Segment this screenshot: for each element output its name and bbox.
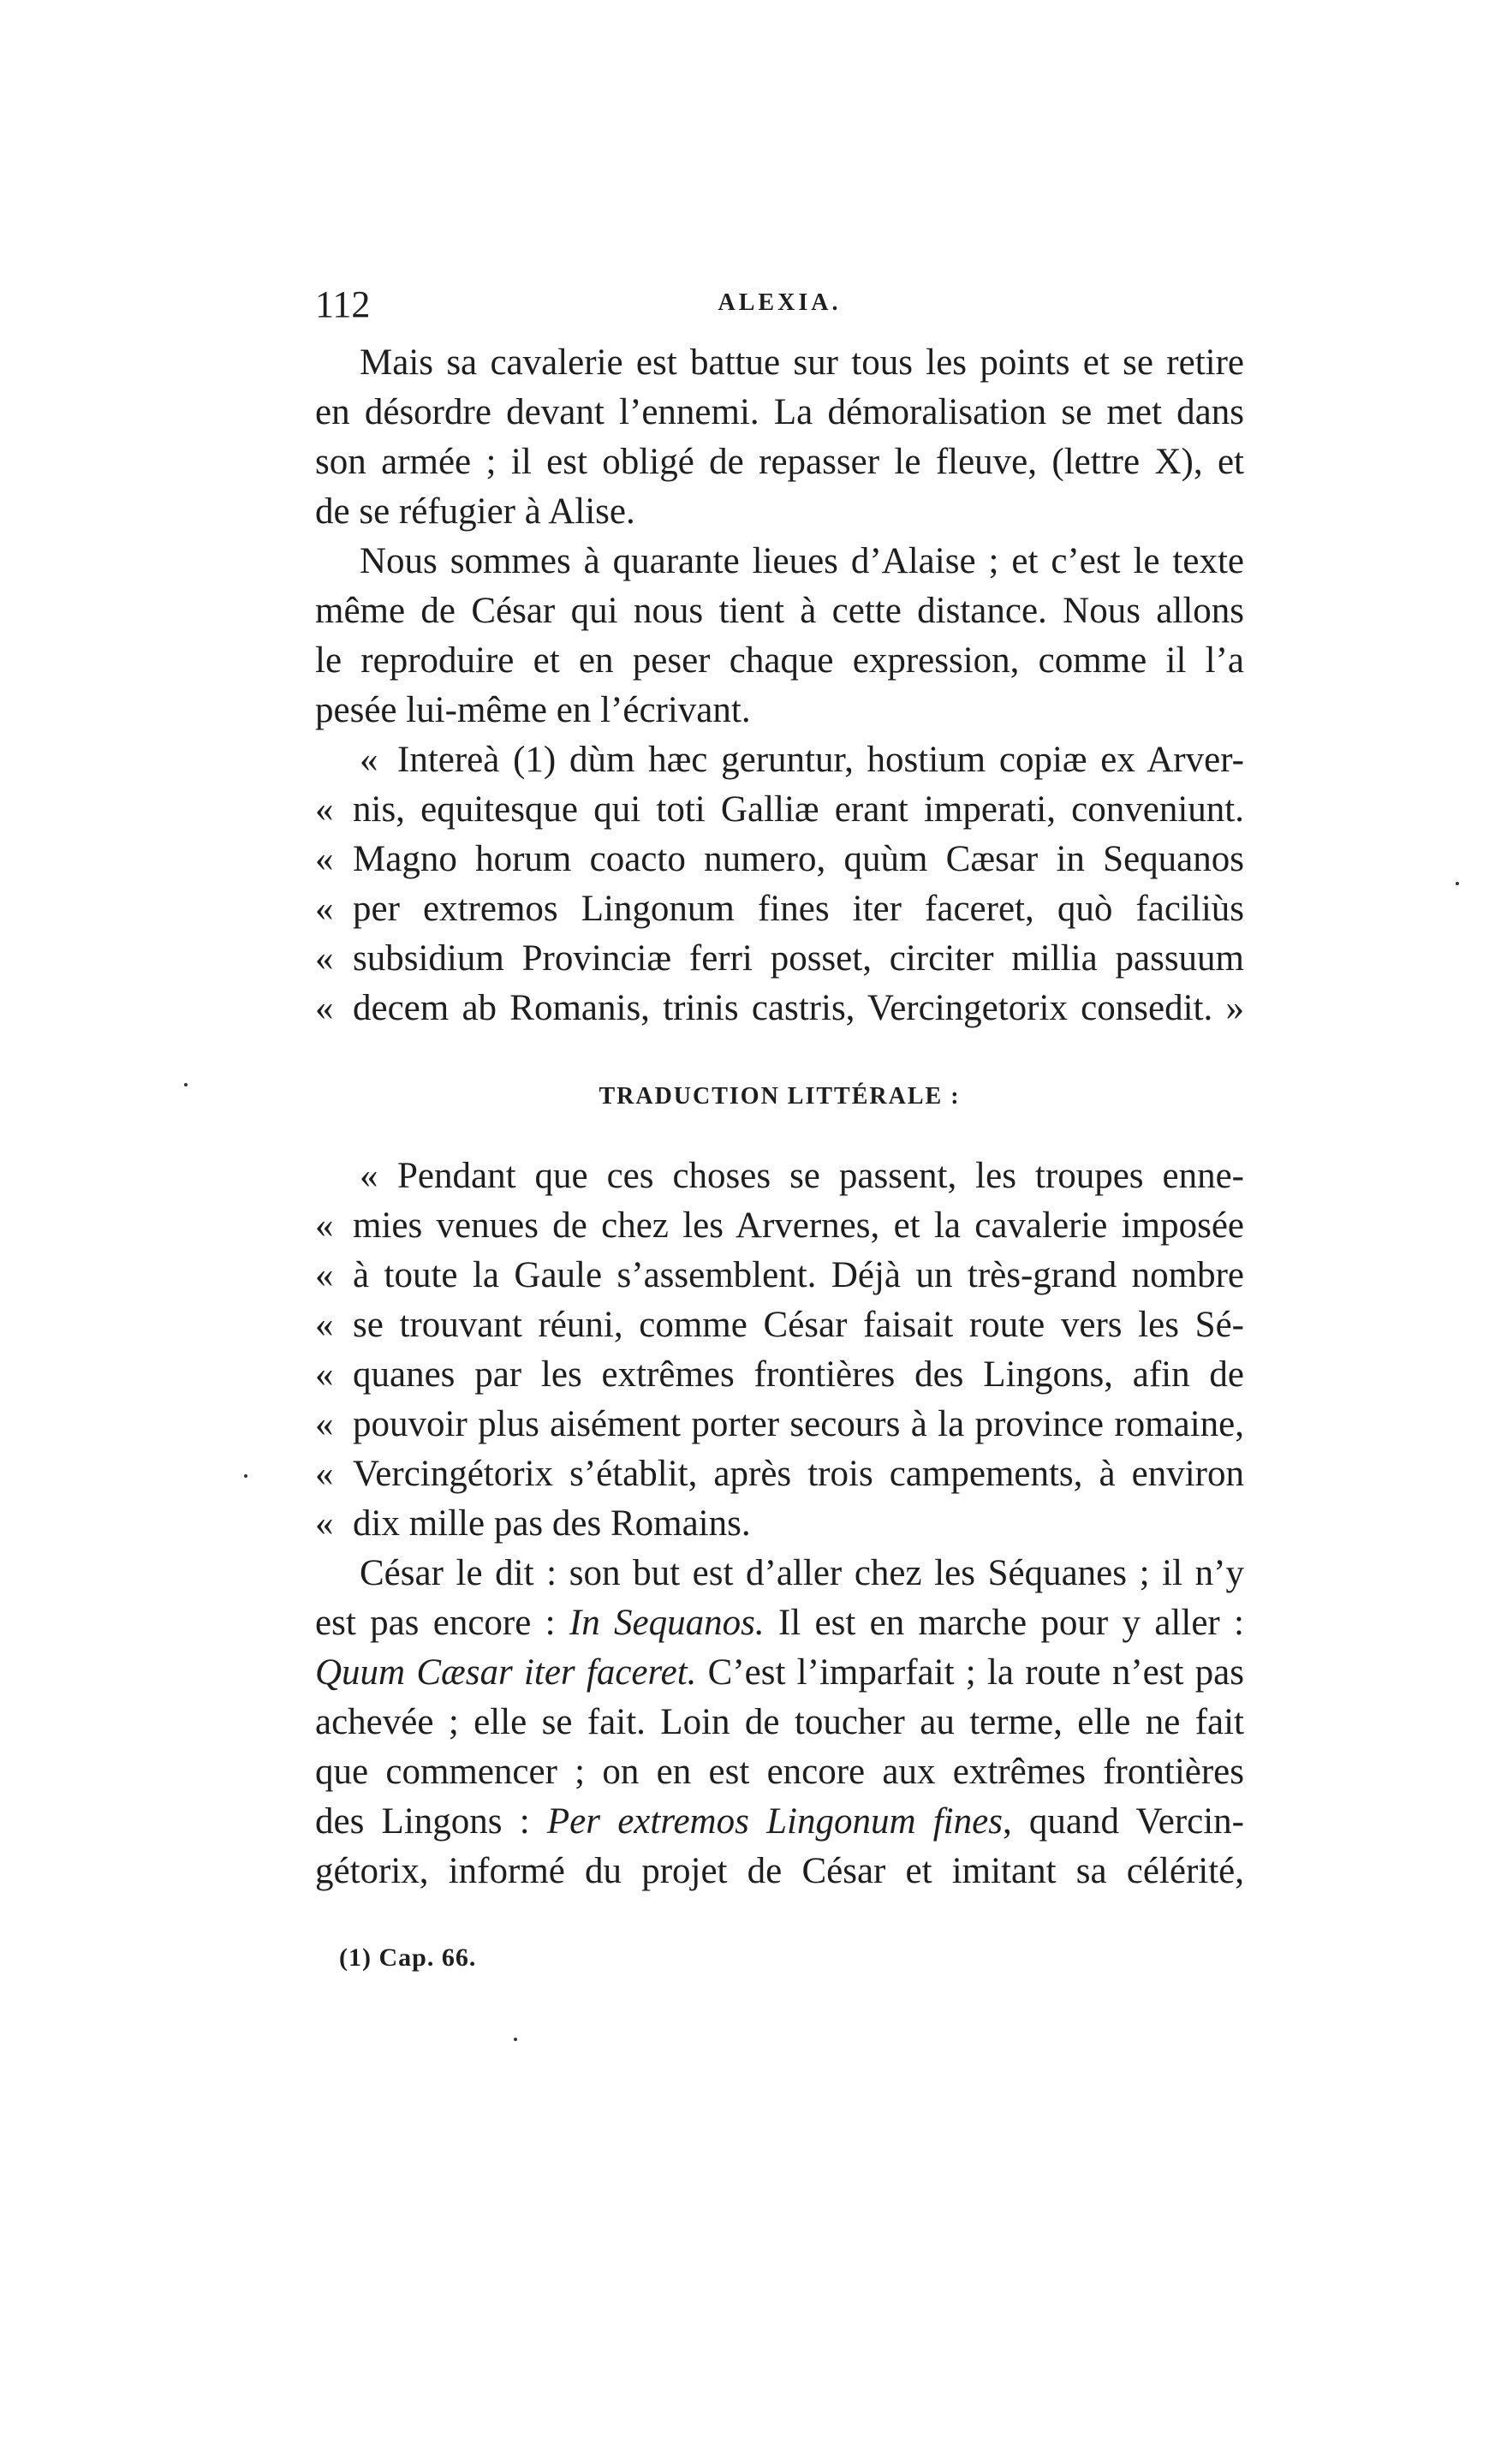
italic-latin: In Sequanos. (569, 1603, 765, 1643)
translation-line-6 (315, 1400, 1244, 1449)
translation-text: Pendant que ces choses se passent, les troupes enne- (397, 1156, 1244, 1196)
para1-line-1: Mais sa cavalerie est battue sur tous les points et se retire (360, 342, 1244, 383)
para3-line-5: que commencer ; on en est encore aux extrêmes frontières (315, 1752, 1244, 1792)
italic-latin: Per extremos Lingonum fines (546, 1801, 1003, 1842)
quote-mark: « (360, 1156, 378, 1196)
para1-line-2: en désordre devant l’ennemi. La démoralisation se met dans (315, 392, 1244, 432)
translation-line-2 (315, 1201, 1244, 1251)
quote-mark: « (315, 1255, 334, 1295)
translation-line-8 (315, 1499, 1244, 1549)
latin-line-2 (315, 785, 1244, 835)
latin-text: decem ab Romanis, trinis castris, Vercingetorix consedit. » (353, 988, 1244, 1028)
scan-speck (1456, 882, 1459, 885)
translation-text: Vercingétorix s’établit, après trois campements, à environ (353, 1454, 1244, 1494)
footnote: (1) Cap. 66. (339, 1943, 477, 1972)
text-run: est pas encore : (315, 1603, 569, 1643)
para3-line-1: César le dit : son but est d’aller chez les Séquanes ; il n’y (360, 1553, 1244, 1593)
quote-mark: « (315, 889, 334, 929)
scan-speck (514, 2038, 517, 2041)
quote-mark: « (315, 1454, 334, 1494)
quote-mark: « (315, 839, 334, 879)
para2-line-1: Nous sommes à quarante lieues d’Alaise ; et c’est le texte (360, 541, 1244, 581)
para2-line-4: pesée lui-même en l’écrivant. (315, 690, 751, 730)
quote-mark: « (315, 988, 334, 1028)
text-run: C’est l’imparfait ; la route n’est pas (696, 1652, 1244, 1693)
running-header (315, 283, 1244, 334)
para2-line-3: le reproduire et en peser chaque expression, comme il l’a (315, 640, 1244, 681)
latin-text: subsidium Provinciæ ferri posset, circiter millia passuum (353, 938, 1244, 979)
quote-mark: « (315, 1354, 334, 1395)
latin-line-3 (315, 835, 1244, 884)
para3-line-6 (315, 1797, 1244, 1847)
latin-line-5 (315, 934, 1244, 984)
translation-line-1 (315, 1152, 1244, 1201)
translation-text: à toute la Gaule s’assemblent. Déjà un très-grand nombre (353, 1255, 1244, 1295)
scan-speck (184, 1083, 188, 1086)
quote-mark: « (315, 1404, 334, 1444)
text-run: , quand Vercin- (1002, 1801, 1244, 1842)
quote-mark: « (315, 789, 334, 830)
translation-text: quanes par les extrêmes frontières des Lingons, afin de (353, 1354, 1244, 1395)
page-number: 112 (315, 283, 371, 325)
quote-mark: « (315, 1305, 334, 1345)
quote-mark: « (315, 938, 334, 979)
para3-line-3 (315, 1648, 1244, 1698)
latin-text: Magno horum coacto numero, quùm Cæsar in Sequanos (353, 839, 1244, 879)
para1-line-4: de se réfugier à Alise. (315, 491, 635, 532)
quote-mark: « (315, 1205, 334, 1246)
translation-line-5 (315, 1350, 1244, 1400)
latin-text: per extremos Lingonum fines iter faceret, quò faciliùs (353, 889, 1244, 929)
text-run: Il est en marche pour y aller : (764, 1603, 1245, 1643)
para1-line-3: son armée ; il est obligé de repasser le fleuve, (lettre X), et (315, 442, 1244, 482)
para3-line-2 (315, 1598, 1244, 1648)
para3-line-4: achevée ; elle se fait. Loin de toucher au terme, elle ne fait (315, 1702, 1244, 1742)
translation-text: dix mille pas des Romains. (353, 1503, 751, 1544)
translation-text: se trouvant réuni, comme César faisait route vers les Sé- (353, 1305, 1244, 1345)
latin-text: Intereà (1) dùm hæc geruntur, hostium copiæ ex Arver- (397, 740, 1244, 780)
running-title: ALEXIA. (718, 289, 842, 316)
latin-line-1 (315, 735, 1244, 785)
section-heading: TRADUCTION LITTÉRALE : (599, 1083, 961, 1110)
translation-line-7 (315, 1449, 1244, 1499)
scan-speck (244, 1474, 247, 1478)
translation-text: pouvoir plus aisément porter secours à la province romaine, (353, 1404, 1244, 1444)
para3-line-7: gétorix, informé du projet de César et imitant sa célérité, (315, 1851, 1244, 1891)
text-run: des Lingons : (315, 1801, 547, 1842)
quote-mark: « (360, 740, 378, 780)
quote-mark: « (315, 1503, 334, 1544)
translation-line-4 (315, 1300, 1244, 1350)
translation-line-3 (315, 1251, 1244, 1300)
para2-line-2: même de César qui nous tient à cette distance. Nous allons (315, 591, 1244, 631)
latin-text: nis, equitesque qui toti Galliæ erant imperati, conveniunt. (353, 789, 1244, 830)
latin-line-6 (315, 984, 1244, 1033)
translation-text: mies venues de chez les Arvernes, et la cavalerie imposée (353, 1205, 1244, 1246)
italic-latin: Quum Cæsar iter faceret. (315, 1652, 697, 1693)
latin-line-4 (315, 884, 1244, 934)
